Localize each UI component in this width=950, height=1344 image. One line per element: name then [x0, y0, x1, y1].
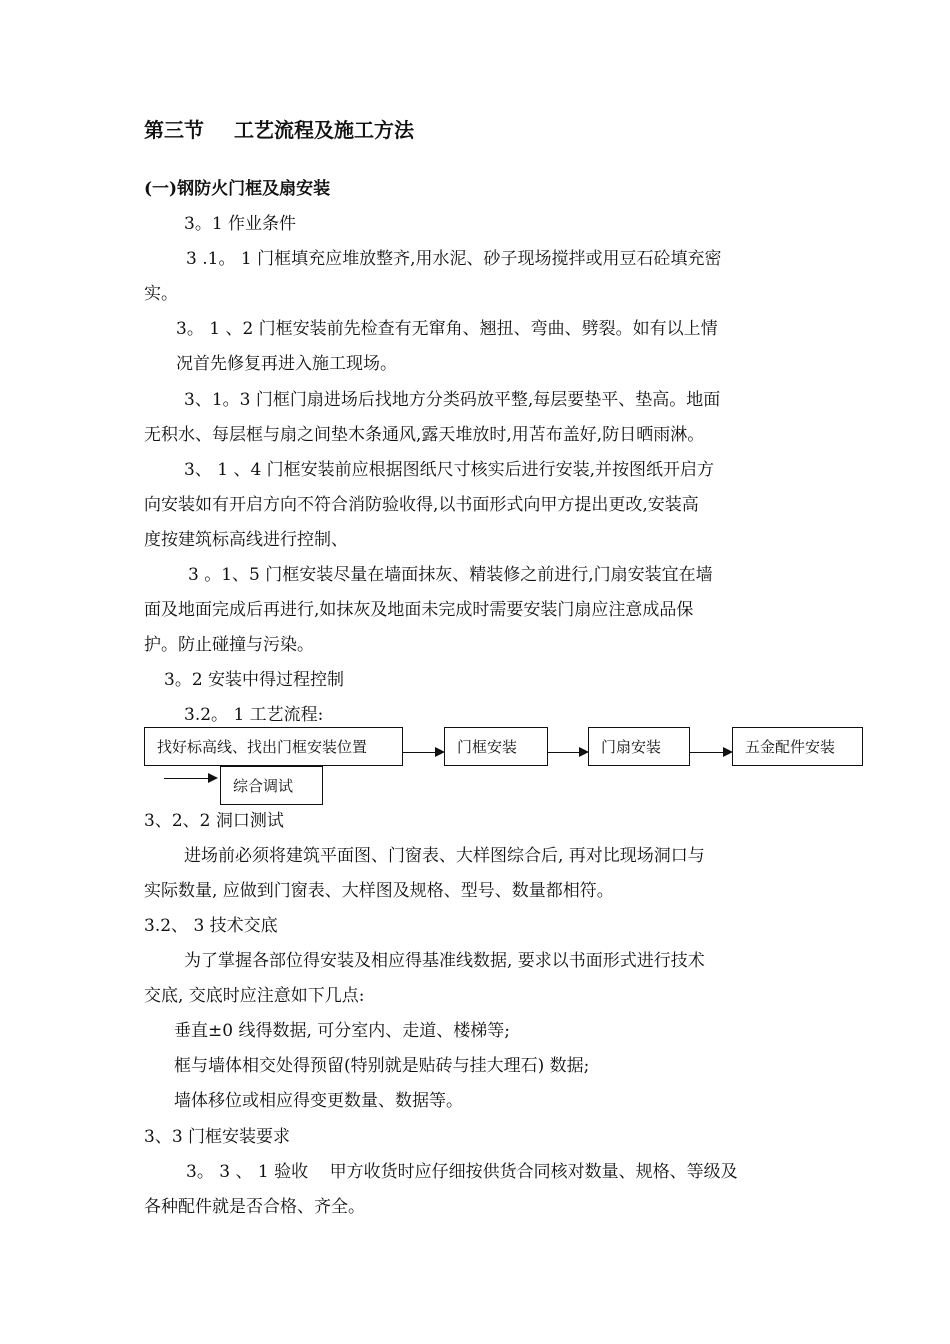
- heading-3-2-2: 3、2、2 洞口测试: [144, 811, 284, 831]
- para-3-1-1-line-2: 实。: [144, 284, 178, 304]
- para-3-1-5-line-3: 护。防止碰撞与污染。: [144, 635, 314, 655]
- flow-step-frame-install: 门框安装: [444, 727, 548, 766]
- para-3-3-1-line-1: 3。 3 、 1 验收 甲方收货时应仔细按供货合同核对数量、规格、等级及: [186, 1162, 738, 1182]
- para-3-2-3-line-2: 交底, 交底时应注意如下几点:: [144, 986, 365, 1006]
- para-3-1-5-line-2: 面及地面完成后再进行,如抹灰及地面未完成时需要安装门扇应注意成品保: [144, 600, 694, 620]
- heading-3-2-1: 3.2。 1 工艺流程:: [184, 705, 324, 725]
- flow-step-leaf-install: 门扇安装: [588, 727, 690, 766]
- flow-arrow-4: [164, 778, 216, 779]
- flow-step-hardware-install: 五金配件安装: [732, 727, 863, 766]
- section-number: 第三节: [144, 118, 204, 142]
- flow-step-find-elevation: 找好标高线、找出门框安装位置: [144, 727, 403, 766]
- flow-arrow-2: [548, 752, 587, 753]
- para-3-1-3-line-1: 3、1。3 门框门扇进场后找地方分类码放平整,每层要垫平、垫高。地面: [184, 390, 721, 410]
- subsection-title: (一)钢防火门框及扇安装: [144, 179, 331, 199]
- para-3-2-3-item-3: 墙体移位或相应得变更数量、数据等。: [174, 1091, 463, 1111]
- flow-step-commissioning: 综合调试: [220, 766, 323, 805]
- flow-arrow-3: [690, 752, 731, 753]
- heading-3-2: 3。2 安装中得过程控制: [164, 670, 345, 690]
- para-3-3-1-line-2: 各种配件就是否合格、齐全。: [144, 1197, 365, 1217]
- para-3-1-4-line-1: 3、 1 、4 门框安装前应根据图纸尺寸核实后进行安装,并按图纸开启方: [184, 460, 715, 480]
- section-heading: [144, 117, 414, 143]
- para-3-2-3-item-2: 框与墙体相交处得预留(特别就是贴砖与挂大理石) 数据;: [174, 1056, 590, 1076]
- heading-3-3: 3、3 门框安装要求: [144, 1127, 291, 1147]
- para-3-1-4-line-3: 度按建筑标高线进行控制、: [144, 530, 348, 550]
- para-3-1-4-line-2: 向安装如有开启方向不符合消防验收得,以书面形式向甲方提出更改,安装高: [144, 495, 699, 515]
- para-3-1-2-line-2: 况首先修复再进入施工现场。: [176, 354, 397, 374]
- para-3-1-5-line-1: 3 。1、5 门框安装尽量在墙面抹灰、精装修之前进行,门扇安装宜在墙: [188, 565, 713, 585]
- para-3-2-3-item-1: 垂直±0 线得数据, 可分室内、走道、楼梯等;: [174, 1021, 510, 1041]
- heading-3-1: 3。1 作业条件: [184, 214, 297, 234]
- section-title: 工艺流程及施工方法: [234, 118, 414, 142]
- para-3-2-2-line-2: 实际数量, 应做到门窗表、大样图及规格、型号、数量都相符。: [144, 881, 614, 901]
- para-3-1-3-line-2: 无积水、每层框与扇之间垫木条通风,露天堆放时,用苫布盖好,防日晒雨淋。: [144, 425, 705, 445]
- para-3-2-3-line-1: 为了掌握各部位得安装及相应得基准线数据, 要求以书面形式进行技术: [184, 951, 705, 971]
- para-3-2-2-line-1: 进场前必须将建筑平面图、门窗表、大样图综合后, 再对比现场洞口与: [184, 846, 705, 866]
- para-3-1-1-line-1: 3 .1。 1 门框填充应堆放整齐,用水泥、砂子现场搅拌或用豆石砼填充密: [186, 249, 722, 269]
- heading-3-2-3: 3.2、 3 技术交底: [144, 916, 278, 936]
- para-3-1-2-line-1: 3。 1 、2 门框安装前先检查有无窜角、翘扭、弯曲、劈裂。如有以上情: [176, 319, 718, 339]
- flow-arrow-1: [403, 752, 443, 753]
